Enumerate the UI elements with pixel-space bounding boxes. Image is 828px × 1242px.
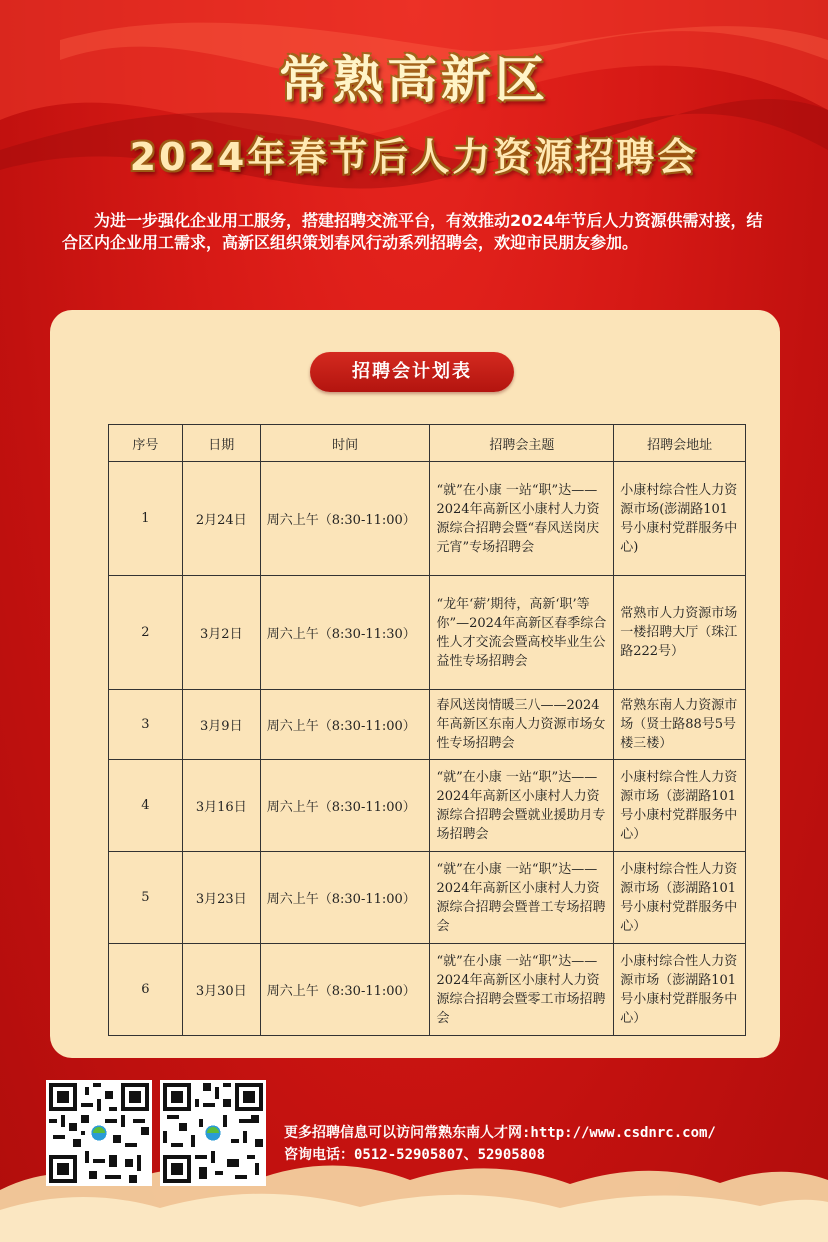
- main-title: 常熟高新区: [279, 51, 549, 109]
- row-topic: “龙年‘薪’期待，高新‘职’等你”—2024年高新区春季综合性人才交流会暨高校毕业生公益性专场招聘会: [430, 576, 614, 690]
- qr-code-icon[interactable]: [46, 1080, 152, 1186]
- col-header-address: 招聘会地址: [614, 425, 746, 462]
- row-no: 2: [109, 576, 183, 690]
- row-date: 3月30日: [182, 944, 260, 1036]
- table-header-row: [109, 425, 746, 462]
- table-row: [109, 690, 746, 760]
- table-row: [109, 944, 746, 1036]
- row-date: 3月9日: [182, 690, 260, 760]
- qr-code-icon[interactable]: [160, 1080, 266, 1186]
- row-date: 3月16日: [182, 760, 260, 852]
- row-no: 1: [109, 462, 183, 576]
- row-address: 常熟东南人力资源市场（贤士路88号5号楼三楼）: [614, 690, 746, 760]
- row-time: 周六上午（8:30-11:00）: [260, 760, 430, 852]
- row-topic: 春风送岗情暖三八——2024年高新区东南人力资源市场女性专场招聘会: [430, 690, 614, 760]
- row-address: 小康村综合性人力资源市场（澎湖路101号小康村党群服务中心）: [614, 944, 746, 1036]
- col-header-time: 时间: [260, 425, 430, 462]
- row-date: 3月2日: [182, 576, 260, 690]
- row-no: 6: [109, 944, 183, 1036]
- table-row: [109, 852, 746, 944]
- row-no: 3: [109, 690, 183, 760]
- col-header-no: 序号: [109, 425, 183, 462]
- row-topic: “就”在小康 一站“职”达——2024年高新区小康村人力资源综合招聘会暨“春风送岗庆元宵”专场招聘会: [430, 462, 614, 576]
- row-topic: “就”在小康 一站“职”达——2024年高新区小康村人力资源综合招聘会暨普工专场招聘会: [430, 852, 614, 944]
- intro-paragraph: 为进一步强化企业用工服务，搭建招聘交流平台，有效推动2024年节后人力资源供需对接，结合区内企业用工需求，高新区组织策划春风行动系列招聘会，欢迎市民朋友参加。: [62, 211, 763, 252]
- row-no: 5: [109, 852, 183, 944]
- row-address: 小康村综合性人力资源市场（澎湖路101号小康村党群服务中心）: [614, 852, 746, 944]
- table-row: [109, 462, 746, 576]
- row-no: 4: [109, 760, 183, 852]
- row-time: 周六上午（8:30-11:00）: [260, 944, 430, 1036]
- row-date: 3月23日: [182, 852, 260, 944]
- row-time: 周六上午（8:30-11:30）: [260, 576, 430, 690]
- row-topic: “就”在小康 一站“职”达——2024年高新区小康村人力资源综合招聘会暨就业援助月专场招聘会: [430, 760, 614, 852]
- row-address: 小康村综合性人力资源市场(澎湖路101号小康村党群服务中心): [614, 462, 746, 576]
- table-row: [109, 760, 746, 852]
- table-row: [109, 576, 746, 690]
- website-link[interactable]: 更多招聘信息可以访问常熟东南人才网:http://www.csdnrc.com/: [284, 1125, 716, 1141]
- row-time: 周六上午（8:30-11:00）: [260, 462, 430, 576]
- col-header-date: 日期: [182, 425, 260, 462]
- row-address: 小康村综合性人力资源市场（澎湖路101号小康村党群服务中心）: [614, 760, 746, 852]
- row-topic: “就”在小康 一站“职”达——2024年高新区小康村人力资源综合招聘会暨零工市场招聘会: [430, 944, 614, 1036]
- row-time: 周六上午（8:30-11:00）: [260, 690, 430, 760]
- row-date: 2月24日: [182, 462, 260, 576]
- footer-info: [284, 1122, 716, 1166]
- contact-phone: 咨询电话：0512-52905807、52905808: [284, 1147, 546, 1163]
- sub-title: 2024年春节后人力资源招聘会: [129, 135, 699, 179]
- schedule-table: [108, 424, 746, 1036]
- row-time: 周六上午（8:30-11:00）: [260, 852, 430, 944]
- col-header-topic: 招聘会主题: [430, 425, 614, 462]
- row-address: 常熟市人力资源市场一楼招聘大厅（珠江路222号）: [614, 576, 746, 690]
- schedule-heading: 招聘会计划表: [310, 352, 514, 392]
